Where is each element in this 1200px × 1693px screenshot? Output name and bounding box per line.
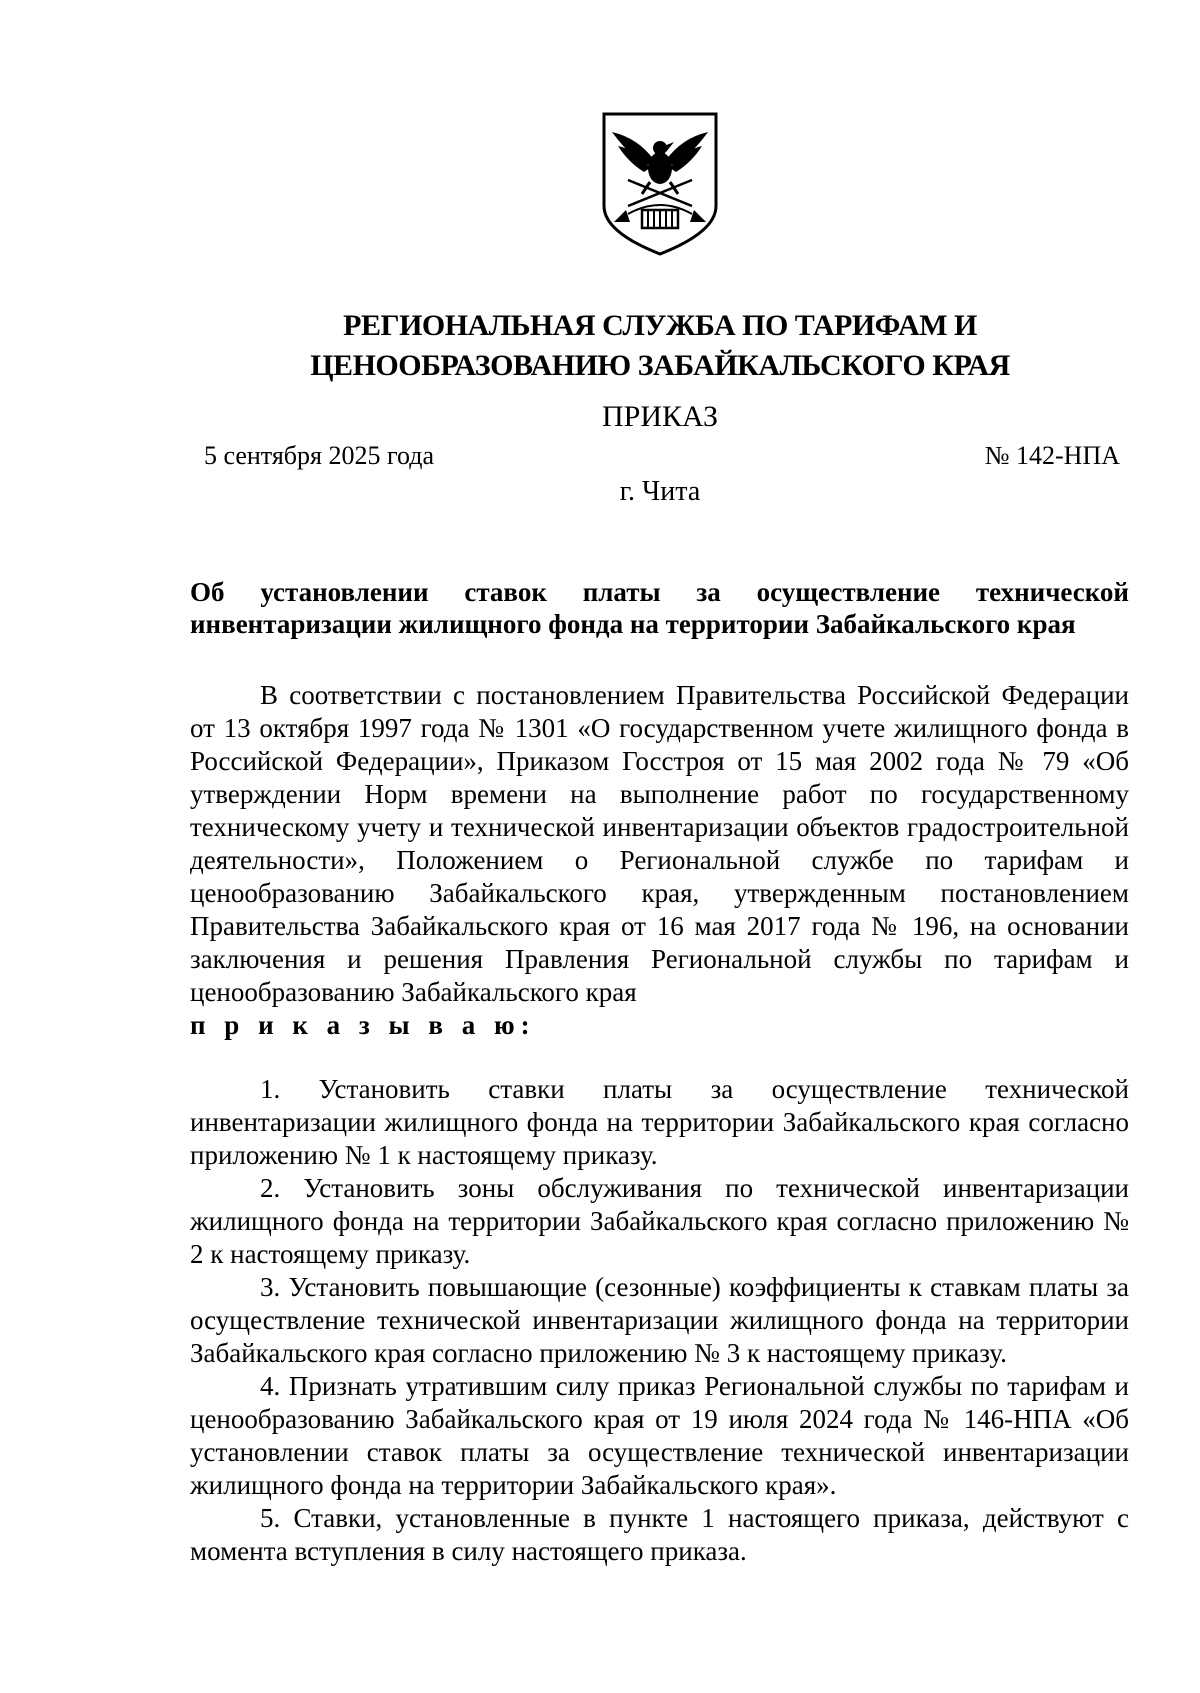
preamble-paragraph	[190, 679, 1129, 1042]
decree-word: п р и к а з ы в а ю:	[190, 1010, 536, 1040]
preamble	[190, 679, 1129, 1042]
decree-item-1: 1. Установить ставки платы за осуществление технической инвентаризации жилищного фонда на территории Забайкальского края согласно приложению № 1 к настоящему приказу.	[190, 1074, 1129, 1170]
preamble-text: В соответствии с постановлением Правительства Российской Федерации от 13 октября 1997 года № 1301 «О государственном учете жилищного фонда в Российской Федерации», Приказом Госстроя от 15 мая 2002 года № 79 «Об утверждении Норм времени на выполнение работ по государственному техническому учету и технической инвентаризации объектов градостроительной деятельности», Положением о Региональной службе по тарифам и ценообразованию Забайкальского края, утвержденным постановлением Правительства Забайкальского края от 16 мая 2017 года № 196, на основании заключения и решения Правления Региональной службы по тарифам и ценообразованию Забайкальского края	[190, 680, 1129, 1007]
document-number: № 142-НПА	[984, 441, 1120, 470]
decree-items	[190, 1073, 1129, 1568]
document-subject	[190, 576, 1129, 640]
document-date: 5 сентября 2025 года	[204, 441, 435, 470]
document-city: г. Чита	[619, 476, 701, 507]
decree-item-4: 4. Признать утратившим силу приказ Региональной службы по тарифам и ценообразованию Забайкальского края от 19 июля 2024 года № 146-НПА «Об установлении ставок платы за осуществление технической инвентаризации жилищного фонда на территории Забайкальского края».	[190, 1371, 1129, 1500]
document-type: ПРИКАЗ	[602, 400, 718, 433]
subject-line-2: инвентаризации жилищного фонда на территории Забайкальского края	[190, 609, 1076, 639]
decree-item-2: 2. Установить зоны обслуживания по технической инвентаризации жилищного фонда на территории Забайкальского края согласно приложению № 2 к настоящему приказу.	[190, 1173, 1129, 1269]
decree-item-3: 3. Установить повышающие (сезонные) коэффициенты к ставкам платы за осуществление технической инвентаризации жилищного фонда на территории Забайкальского края согласно приложению № 3 к настоящему приказу.	[190, 1272, 1129, 1368]
org-line-1: РЕГИОНАЛЬНАЯ СЛУЖБА ПО ТАРИФАМ И	[343, 309, 977, 342]
organization-name	[190, 306, 1130, 386]
org-line-2: ЦЕНООБРАЗОВАНИЮ ЗАБАЙКАЛЬСКОГО КРАЯ	[310, 349, 1010, 382]
coat-of-arms-icon	[598, 110, 722, 256]
subject-line-1: Об установлении ставок платы за осуществление технической	[190, 577, 1129, 607]
decree-item-5: 5. Ставки, установленные в пункте 1 настоящего приказа, действуют с момента вступления в силу настоящего приказа.	[190, 1503, 1129, 1566]
